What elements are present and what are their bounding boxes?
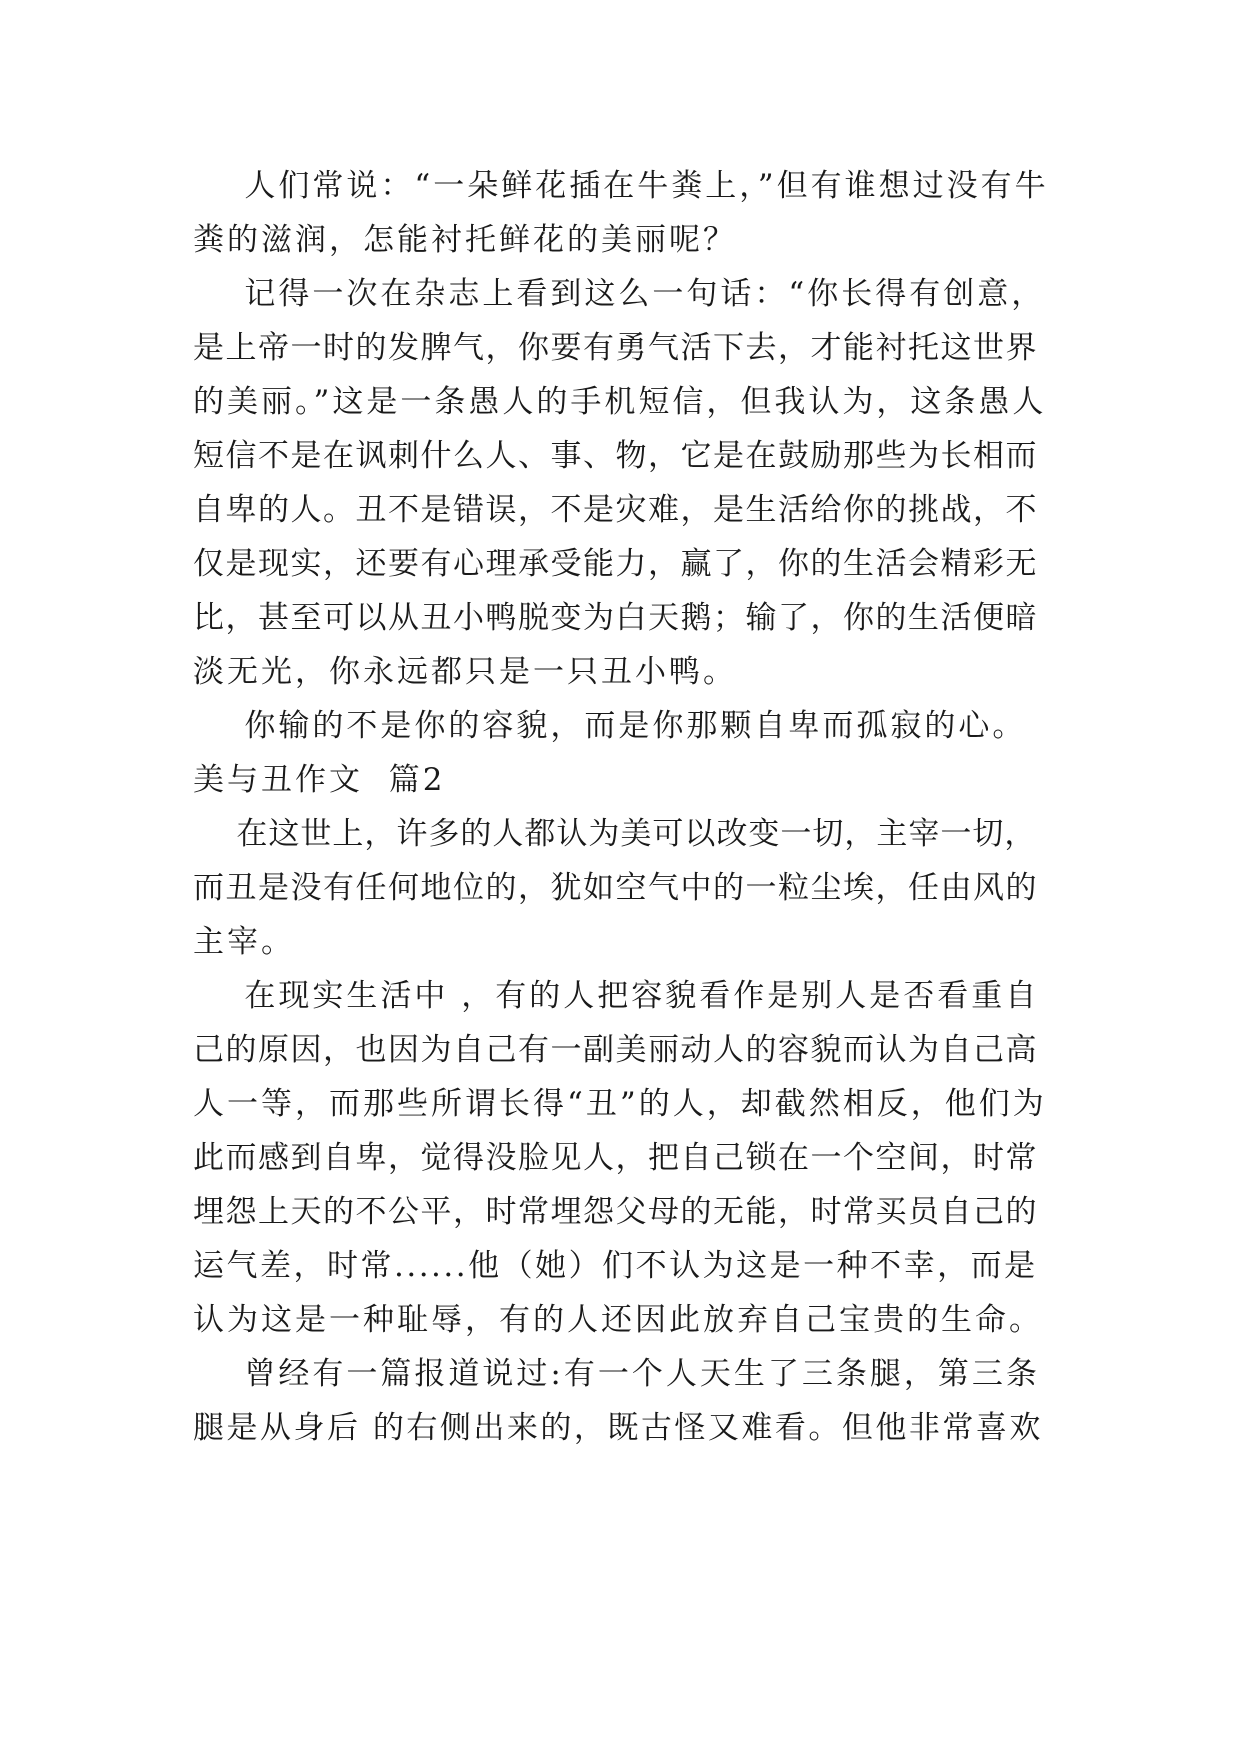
section-heading: 美与丑作文 篇2 <box>193 762 446 798</box>
paragraph-line: 自卑的人。丑不是错误，不是灾难，是生活给你的挑战，不 <box>193 492 1038 528</box>
paragraph-line: 主宰。 <box>193 924 295 960</box>
paragraph-line: 仅是现实，还要有心理承受能力，赢了，你的生活会精彩无 <box>193 546 1038 582</box>
paragraph-line: 运气差，时常......他（她）们不认为这是一种不幸，而是 <box>193 1248 1038 1284</box>
paragraph-line: 粪的滋润，怎能衬托鲜花的美丽呢？ <box>193 222 737 258</box>
paragraph-line: 在现实生活中 ，有的人把容貌看作是别人是否看重自 <box>193 978 1040 1014</box>
paragraph-line: 埋怨上天的不公平，时常埋怨父母的无能，时常买员自己的 <box>193 1194 1038 1230</box>
paragraph-line: 而丑是没有任何地位的，犹如空气中的一粒尘埃，任由风的 <box>193 870 1038 906</box>
paragraph-line: 比，甚至可以从丑小鸭脱变为白天鹅；输了，你的生活便暗 <box>193 600 1038 636</box>
paragraph-line: 人一等，而那些所谓长得“丑”的人，却截然相反，他们为 <box>193 1086 1047 1122</box>
paragraph-line: 腿是从身后 的右侧出来的，既古怪又难看。但他非常喜欢 <box>193 1410 1043 1446</box>
paragraph-line: 在这世上，许多的人都认为美可以改变一切，主宰一切， <box>193 816 1037 852</box>
paragraph-line: 短信不是在讽刺什么人、事、物，它是在鼓励那些为长相而 <box>193 438 1038 474</box>
paragraph-line: 你输的不是你的容貌，而是你那颗自卑而孤寂的心。 <box>193 708 1027 744</box>
paragraph-line: 人们常说：“一朵鲜花插在牛粪上，”但有谁想过没有牛 <box>193 168 1049 204</box>
paragraph-line: 的美丽。”这是一条愚人的手机短信，但我认为，这条愚人 <box>193 384 1047 420</box>
paragraph-line: 己的原因，也因为自己有一副美丽动人的容貌而认为自己高 <box>193 1032 1038 1068</box>
paragraph-line: 认为这是一种耻辱，有的人还因此放弃自己宝贵的生命。 <box>193 1302 1043 1338</box>
paragraph-line: 淡无光，你永远都只是一只丑小鸭。 <box>193 654 737 690</box>
paragraph-line: 此而感到自卑，觉得没脸见人，把自己锁在一个空间，时常 <box>193 1140 1038 1176</box>
paragraph-line: 是上帝一时的发脾气，你要有勇气活下去，才能衬托这世界 <box>193 330 1038 366</box>
paragraph-line: 曾经有一篇报道说过:有一个人天生了三条腿，第三条 <box>193 1356 1040 1392</box>
paragraph-line: 记得一次在杂志上看到这么一句话：“你长得有创意， <box>193 276 1046 312</box>
